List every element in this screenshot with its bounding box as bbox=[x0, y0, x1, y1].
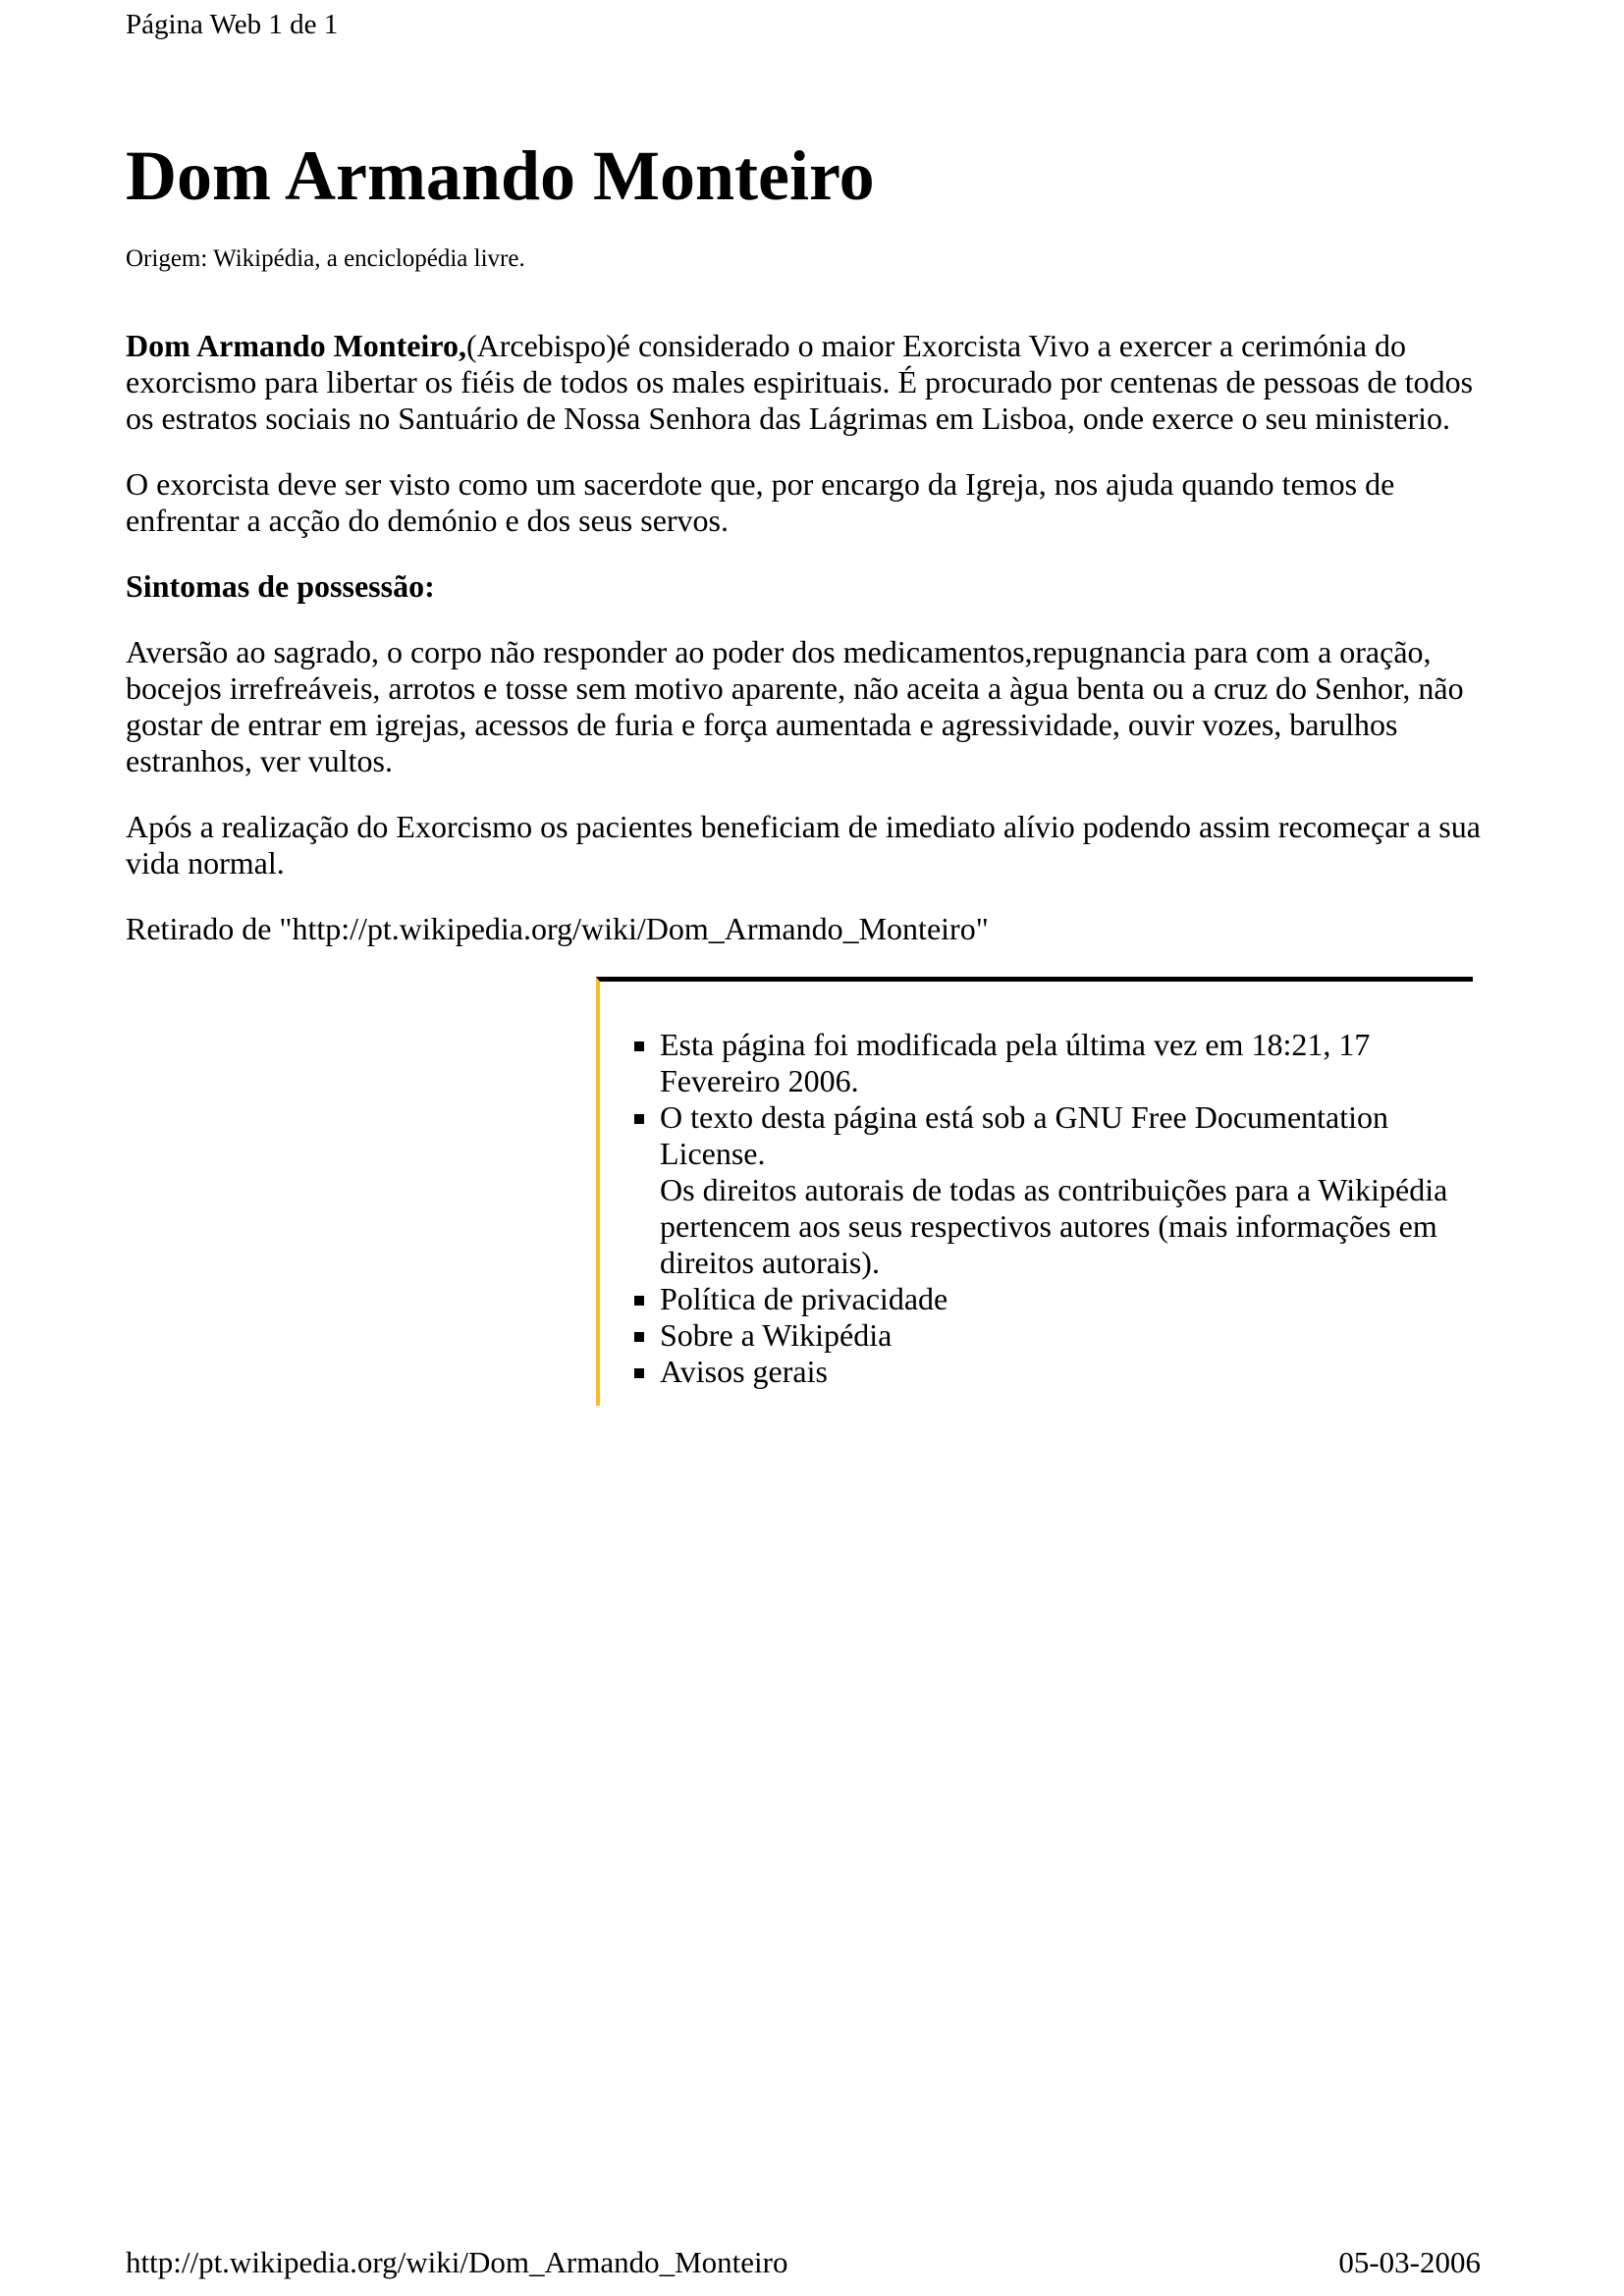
retrieved-from-line: Retirado de "http://pt.wikipedia.org/wiki/Dom_Armando_Monteiro" bbox=[126, 910, 989, 946]
print-footer bbox=[126, 2245, 1481, 2280]
footer-box-item bbox=[660, 1027, 1461, 1099]
footer-box-line: Os direitos autorais de todas as contribuições para a Wikipédia pertencem aos seus respectivos autores (mais informações em direitos autorais). bbox=[660, 1171, 1448, 1280]
footer-box-line: ▪ Sobre a Wikipédia bbox=[660, 1316, 893, 1353]
footer-box-item bbox=[660, 1317, 1461, 1354]
footer-box-item bbox=[660, 1281, 1461, 1317]
symptoms-heading: Sintomas de possessão: bbox=[126, 567, 435, 604]
print-header-page-count: Página Web 1 de 1 bbox=[126, 9, 339, 40]
footer-box-line: ▪ Avisos gerais bbox=[660, 1353, 828, 1389]
footer-box-list bbox=[600, 982, 1461, 1390]
article-title: Dom Armando Monteiro bbox=[126, 136, 875, 215]
footer-box bbox=[596, 977, 1473, 1406]
exorcist-paragraph: O exorcista deve ser visto como um sacerdote que, por encargo da Igreja, nos ajuda quando temos de enfrentar a acção do demónio e dos seus servos. bbox=[126, 465, 1395, 538]
footer-box-item bbox=[660, 1354, 1461, 1390]
footer-box-line: ▪ O texto desta página está sob a GNU Free Documentation License. bbox=[660, 1098, 1389, 1171]
symptoms-paragraph: Aversão ao sagrado, o corpo não responder ao poder dos medicamentos,repugnancia para com a oração, bocejos irrefreáveis, arrotos e tosse sem motivo aparente, não aceita a àgua benta ou a cruz do Senhor, não gostar de entrar em igrejas, acessos de furia e força aumentada e agressividade, ouvir vozes, barulhos estranhos, ver vultos. bbox=[126, 633, 1464, 778]
footer-box-line: ▪ Política de privacidade bbox=[660, 1280, 948, 1316]
intro-paragraph-bold-lead: Dom Armando Monteiro, bbox=[126, 327, 466, 363]
footer-box-line: ▪ Esta página foi modificada pela última vez em 18:21, 17 Fevereiro 2006. bbox=[660, 1026, 1371, 1098]
print-footer-url: http://pt.wikipedia.org/wiki/Dom_Armando_Monteiro bbox=[126, 2245, 788, 2279]
after-exorcism-paragraph: Após a realização do Exorcismo os pacientes beneficiam de imediato alívio podendo assim recomeçar a sua vida normal. bbox=[126, 808, 1481, 881]
print-footer-date: 05-03-2006 bbox=[1338, 2245, 1481, 2279]
site-subtitle: Origem: Wikipédia, a enciclopédia livre. bbox=[126, 244, 525, 272]
footer-box-item bbox=[660, 1099, 1461, 1281]
intro-paragraph-text: (Arcebispo)é considerado o maior Exorcista Vivo a exercer a cerimónia do exorcismo para libertar os fiéis de todos os males espirituais. É procurado por centenas de pessoas de todos os estratos sociais no Santuário de Nossa Senhora das Lágrimas em Lisboa, onde exerce o seu ministerio. bbox=[126, 327, 1474, 436]
intro-paragraph bbox=[126, 328, 1498, 437]
